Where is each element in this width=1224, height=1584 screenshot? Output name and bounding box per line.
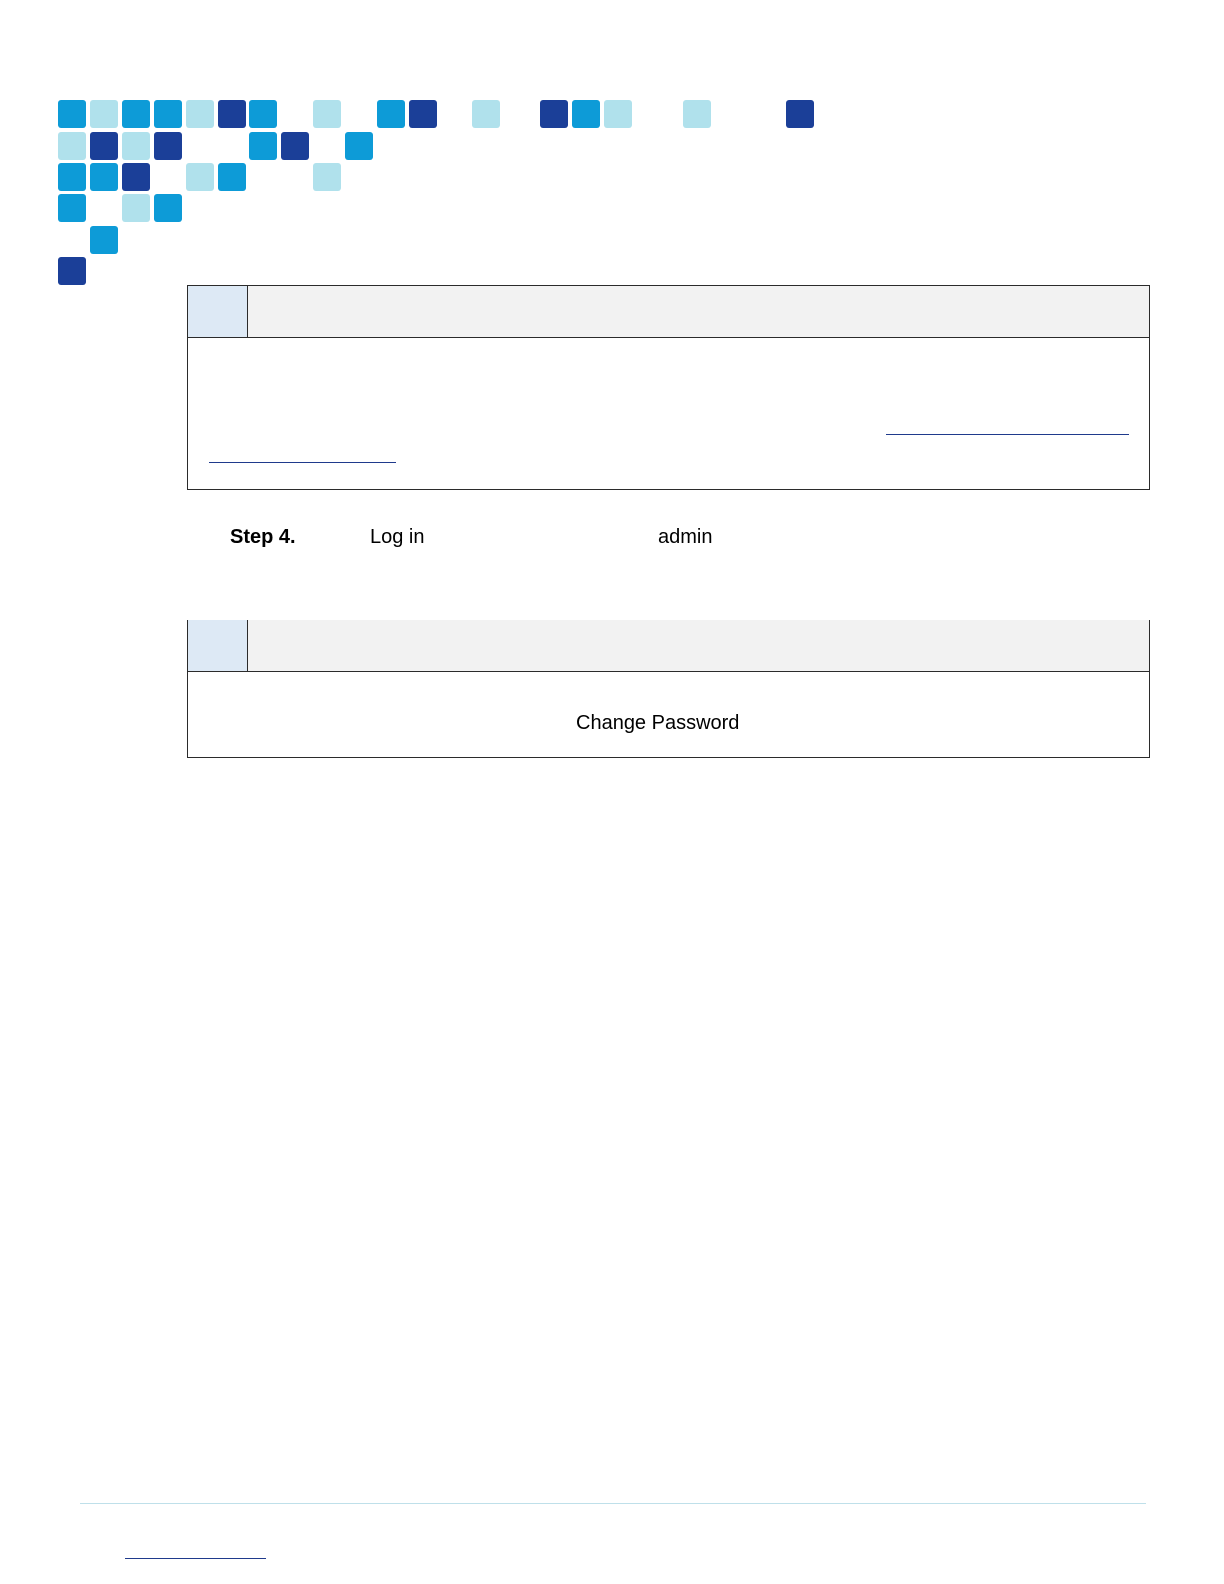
header-tile [154, 194, 182, 222]
header-tile [90, 132, 118, 160]
change-password-text: Change Password [576, 712, 740, 734]
hyperlink-underline[interactable] [209, 462, 396, 463]
header-tile [249, 100, 277, 128]
header-tile [122, 163, 150, 191]
note-box [187, 620, 1150, 758]
note-box [187, 285, 1150, 490]
header-tile [154, 100, 182, 128]
header-tile [186, 100, 214, 128]
step-action-text: Log in [370, 526, 425, 548]
header-tile [683, 100, 711, 128]
note-icon [188, 286, 248, 337]
header-tile [154, 132, 182, 160]
note-box-header [188, 286, 1149, 338]
header-tile [90, 163, 118, 191]
header-tile [122, 100, 150, 128]
footer-link-underline[interactable] [125, 1558, 266, 1559]
header-tile [572, 100, 600, 128]
header-tile [58, 257, 86, 285]
step-label: Step 4. [230, 526, 296, 548]
header-tile [90, 226, 118, 254]
header-tile [472, 100, 500, 128]
header-tile [58, 132, 86, 160]
footer-divider [80, 1503, 1146, 1504]
header-tile [604, 100, 632, 128]
header-tile [281, 132, 309, 160]
header-tile [186, 163, 214, 191]
header-tile [122, 194, 150, 222]
step-username-text: admin [658, 526, 713, 548]
note-icon [188, 620, 248, 671]
header-tile [377, 100, 405, 128]
header-tile [90, 100, 118, 128]
header-tile [786, 100, 814, 128]
header-tile [409, 100, 437, 128]
header-tile [218, 163, 246, 191]
header-tile [540, 100, 568, 128]
hyperlink-underline[interactable] [886, 434, 1129, 435]
header-tile [313, 163, 341, 191]
note-box-header [188, 620, 1149, 672]
header-tile [313, 100, 341, 128]
header-tile [58, 100, 86, 128]
header-tile [122, 132, 150, 160]
header-tile [58, 194, 86, 222]
header-tile [249, 132, 277, 160]
header-tile [58, 163, 86, 191]
header-tile [218, 100, 246, 128]
header-tile [345, 132, 373, 160]
